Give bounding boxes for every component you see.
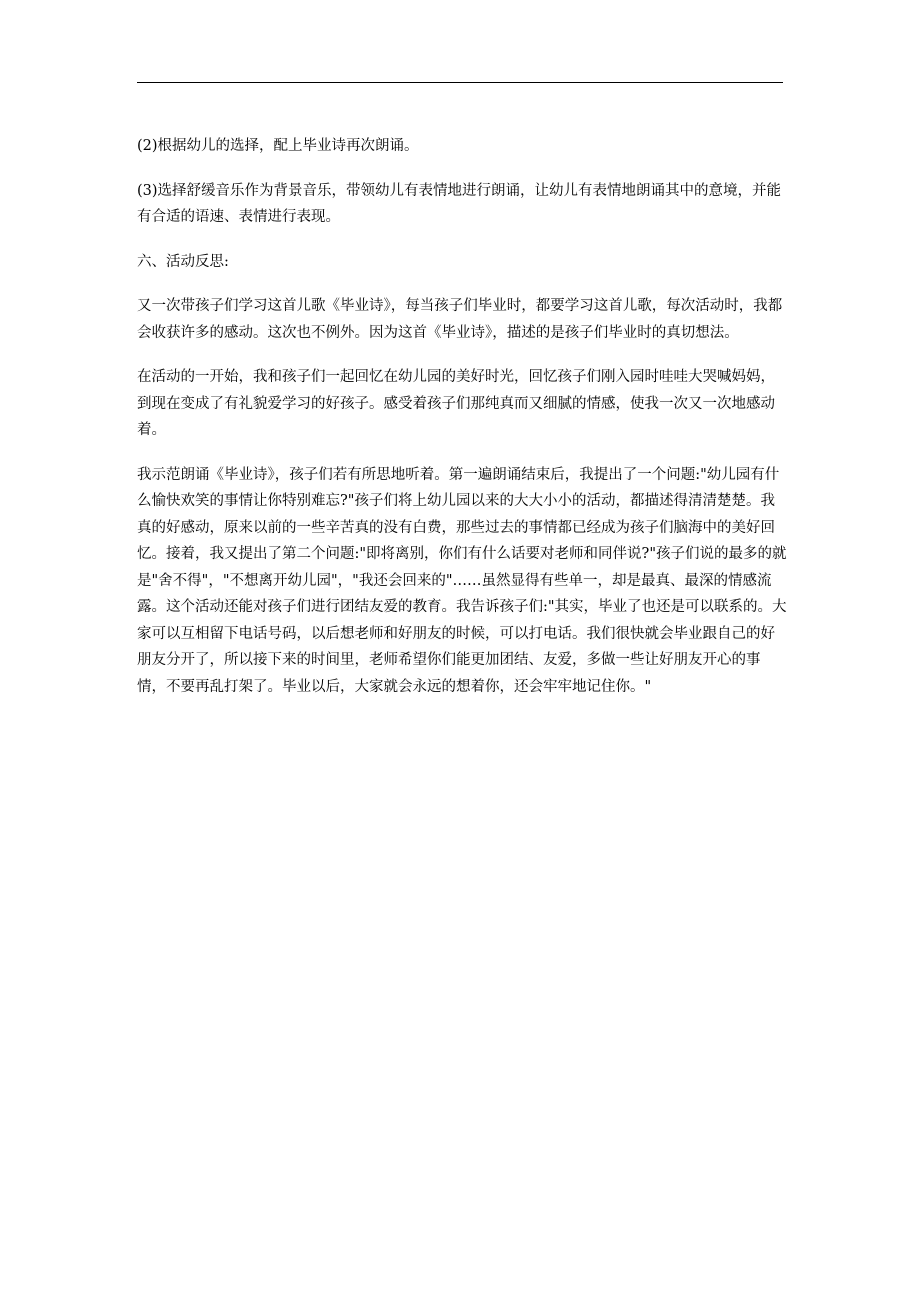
header-divider	[137, 82, 783, 83]
document-body	[137, 133, 787, 718]
paragraph-step-3: (3)选择舒缓音乐作为背景音乐，带领幼儿有表情地进行朗诵，让幼儿有表情地朗诵其中的意境，并能有合适的语速、表情进行表现。	[137, 182, 782, 225]
paragraph-reflection-1: 又一次带孩子们学习这首儿歌《毕业诗》，每当孩子们毕业时，都要学习这首儿歌，每次活动时，我都会收获许多的感动。这次也不例外。因为这首《毕业诗》，描述的是孩子们毕业时的真切想法。	[137, 298, 783, 341]
paragraph-reflection-3: 我示范朗诵《毕业诗》，孩子们若有所思地听着。第一遍朗诵结束后，我提出了一个问题:"幼儿园有什么愉快欢笑的事情让你特别难忘?"孩子们将上幼儿园以来的大大小小的活动，都描述得清清楚楚。我真的好感动，原来以前的一些辛苦真的没有白费，那些过去的事情都已经成为孩子们脑海中的美好回忆。接着，我又提出了第二个问题:"即将离别，你们有什么话要对老师和同伴说?"孩子们说的最多的就是"舍不得"，"不想离开幼儿园"，"我还会回来的"……虽然显得有些单一，却是最真、最深的情感流露。这个活动还能对孩子们进行团结友爱的教育。我告诉孩子们:"其实，毕业了也还是可以联系的。大家可以互相留下电话号码，以后想老师和好朋友的时候，可以打电话。我们很快就会毕业跟自己的好朋友分开了，所以接下来的时间里，老师希望你们能更加团结、友爱，多做一些让好朋友开心的事情，不要再乱打架了。毕业以后，大家就会永远的想着你，还会牢牢地记住你。"	[137, 466, 787, 695]
section-heading-reflection: 六、活动反思:	[137, 253, 229, 270]
paragraph-step-2: (2)根据幼儿的选择，配上毕业诗再次朗诵。	[137, 138, 419, 154]
paragraph-reflection-2: 在活动的一开始，我和孩子们一起回忆在幼儿园的美好时光，回忆孩子们刚入园时哇哇大哭喊妈妈，到现在变成了有礼貌爱学习的好孩子。感受着孩子们那纯真而又细腻的情感，使我一次又一次地感动着。	[137, 369, 775, 438]
